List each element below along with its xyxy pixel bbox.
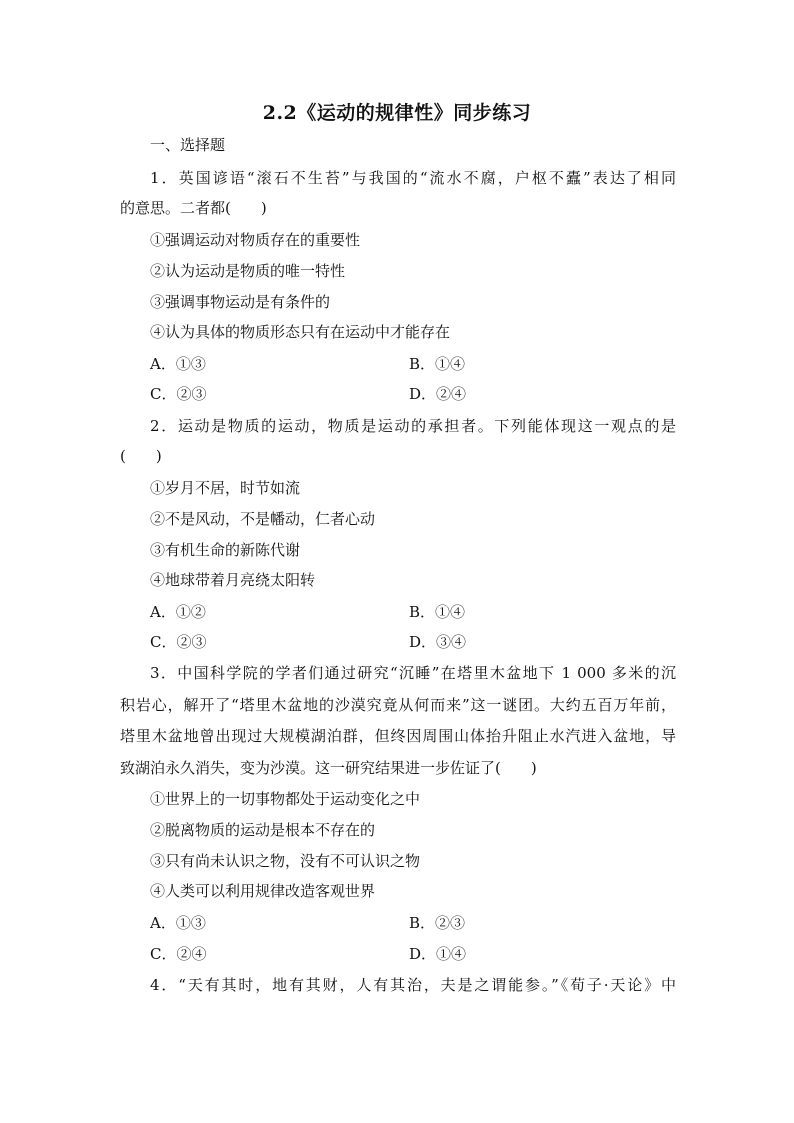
question-3-choice-a: A．①③ [150,914,206,932]
question-2-option-3: ③有机生命的新陈代谢 [150,541,301,559]
question-1-choice-d: D．②④ [409,385,467,403]
question-2-choice-a: A．①② [150,603,206,621]
question-1-stem-line-1: 1．英国谚语“滚石不生苔”与我国的“流水不腐，户枢不蠹”表达了相同 [150,169,676,187]
question-1-choice-a: A．①③ [150,355,206,373]
question-1-option-2: ②认为运动是物质的唯一特性 [150,262,346,280]
question-3-option-1: ①世界上的一切事物都处于运动变化之中 [150,790,421,808]
question-3-option-3: ③只有尚未认识之物，没有不可认识之物 [150,852,421,870]
section-heading: 一、选择题 [150,136,226,154]
question-3-stem-line-4: 致湖泊永久消失，变为沙漠。这一研究结果进一步佐证了( ) [120,759,537,777]
question-2-stem-line-1: 2．运动是物质的运动，物质是运动的承担者。下列能体现这一观点的是 [150,417,676,435]
question-2-choice-d: D．③④ [409,633,467,651]
question-3-choice-d: D．①④ [409,945,467,963]
question-2-option-4: ④地球带着月亮绕太阳转 [150,571,316,589]
question-2-option-2: ②不是风动，不是幡动，仁者心动 [150,510,376,528]
question-2-option-1: ①岁月不居，时节如流 [150,479,301,497]
document-title: 2.2《运动的规律性》同步练习 [262,102,532,124]
question-2-choice-c: C．②③ [150,633,207,651]
question-2-choice-b: B．①④ [409,603,466,621]
question-1-option-3: ③强调事物运动是有条件的 [150,293,331,311]
question-1-choice-c: C．②③ [150,385,207,403]
question-3-stem-line-3: 塔里木盆地曾出现过大规模湖泊群，但终因周围山体抬升阻止水汽进入盆地，导 [120,727,676,745]
question-1-option-1: ①强调运动对物质存在的重要性 [150,231,361,249]
question-3-option-2: ②脱离物质的运动是根本不存在的 [150,821,376,839]
question-3-stem-line-2: 积岩心，解开了“塔里木盆地的沙漠究竟从何而来”这一谜团。大约五百万年前， [120,696,676,714]
question-1-stem-line-2: 的意思。二者都( ) [120,199,267,217]
question-4-stem-line-1: 4．“天有其时，地有其财，人有其治，夫是之谓能参。”《荀子·天论》中 [150,976,676,994]
question-2-stem-line-2: ( ) [120,447,162,465]
question-3-choice-b: B．②③ [409,914,466,932]
question-3-option-4: ④人类可以利用规律改造客观世界 [150,882,376,900]
question-3-choice-c: C．②④ [150,945,207,963]
question-1-option-4: ④认为具体的物质形态只有在运动中才能存在 [150,323,451,341]
question-1-choice-b: B．①④ [409,355,466,373]
question-3-stem-line-1: 3．中国科学院的学者们通过研究“沉睡”在塔里木盆地下 1 000 多米的沉 [150,664,676,682]
